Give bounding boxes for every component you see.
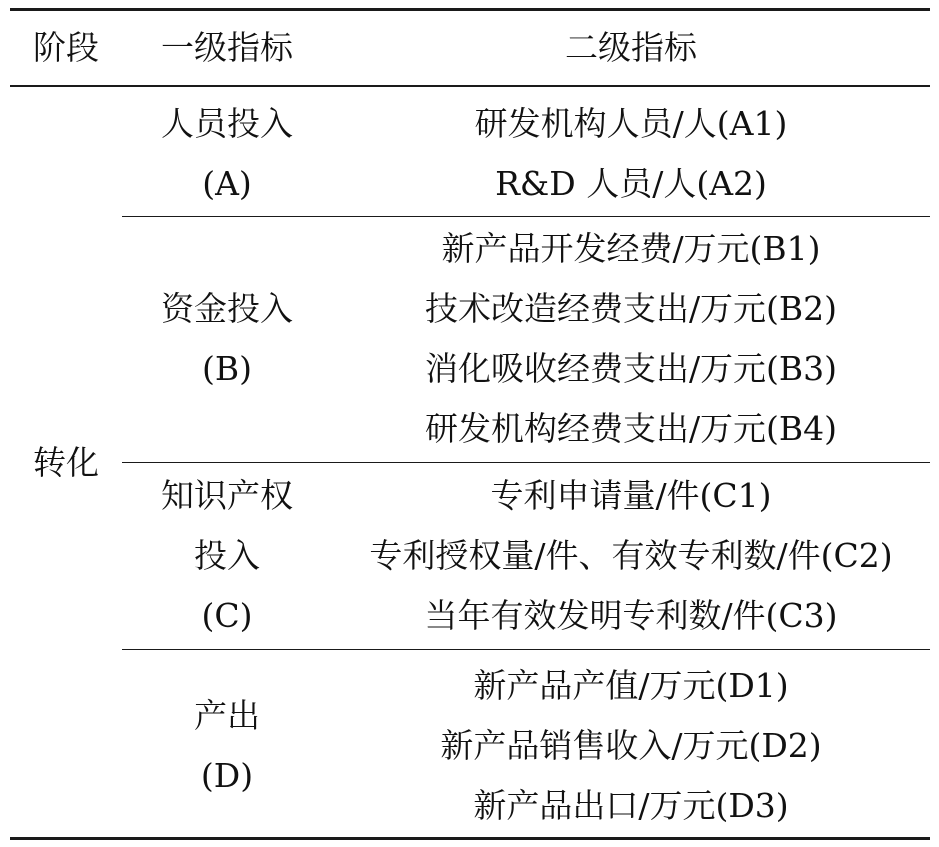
- level1-line: (B): [202, 349, 252, 388]
- level1-line: 人员投入: [161, 104, 293, 143]
- level2-item: 消化吸收经费支出/万元(B3): [424, 349, 838, 388]
- group-divider: [122, 462, 930, 463]
- indicator-table: [10, 8, 930, 840]
- header-rule: [10, 85, 930, 87]
- header-level2: 二级指标: [565, 28, 697, 67]
- level1-line: (D): [200, 756, 254, 795]
- header-level1: 一级指标: [161, 28, 293, 67]
- level2-item: 研发机构人员/人(A1): [474, 104, 788, 143]
- level1-line: 资金投入: [161, 289, 293, 328]
- group-divider: [122, 216, 930, 217]
- level2-item: 专利申请量/件(C1): [490, 476, 772, 515]
- level2-cell-c: [332, 466, 930, 646]
- level1-cell-b: [122, 219, 332, 459]
- level2-cell-d: [332, 656, 930, 836]
- group-divider: [122, 649, 930, 650]
- level1-line: 知识产权: [161, 476, 293, 515]
- level2-item: R&D 人员/人(A2): [495, 164, 767, 203]
- level2-item: 新产品产值/万元(D1): [473, 666, 789, 705]
- top-rule: [10, 8, 930, 11]
- level2-item: 研发机构经费支出/万元(B4): [424, 409, 838, 448]
- level1-line: 产出: [194, 696, 260, 735]
- level2-item: 专利授权量/件、有效专利数/件(C2): [369, 536, 893, 575]
- header-stage: 阶段: [33, 28, 99, 67]
- level2-item: 当年有效发明专利数/件(C3): [424, 596, 838, 635]
- level2-cell-b: [332, 219, 930, 459]
- bottom-rule: [10, 837, 930, 840]
- level2-item: 技术改造经费支出/万元(B2): [424, 289, 838, 328]
- level1-line: (A): [202, 164, 252, 203]
- stage-cell: [10, 87, 122, 839]
- level2-cell-a: [332, 94, 930, 214]
- level1-cell-c: [122, 466, 332, 646]
- level1-line: (C): [201, 596, 253, 635]
- stage-label: 转化: [33, 443, 99, 482]
- level2-item: 新产品销售收入/万元(D2): [440, 726, 822, 765]
- level1-cell-a: [122, 94, 332, 214]
- level1-cell-d: [122, 656, 332, 836]
- level2-item: 新产品出口/万元(D3): [473, 786, 789, 825]
- level2-item: 新产品开发经费/万元(B1): [441, 229, 821, 268]
- level1-line: 投入: [194, 536, 260, 575]
